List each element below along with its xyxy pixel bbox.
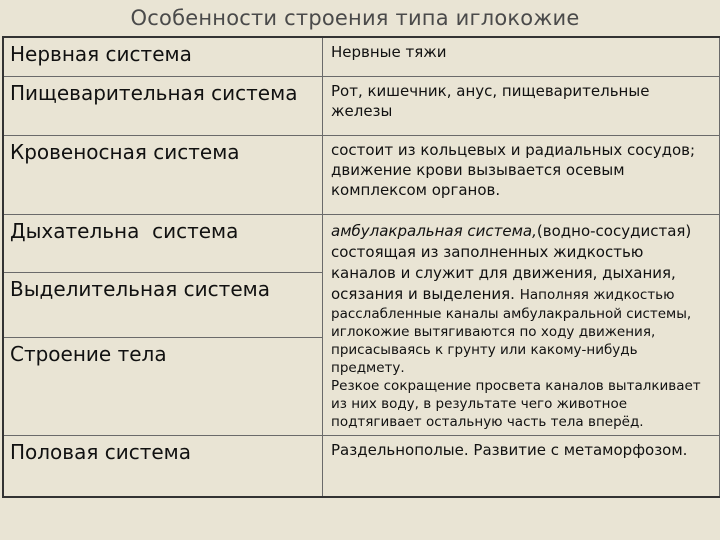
value-line: железы <box>331 102 393 120</box>
row-value <box>323 136 720 215</box>
row-label: Строение тела <box>3 338 323 436</box>
table-row <box>3 37 720 77</box>
italic-term: амбулакральная система, <box>331 222 537 240</box>
row-label: Пищеварительная система <box>3 77 323 136</box>
value-line: Рот, кишечник, анус, пищеварительные <box>331 82 650 100</box>
row-label: Выделительная система <box>3 272 323 337</box>
value-line: Резкое сокращение просвета каналов выталкивает <box>331 378 701 394</box>
value-line: движение крови вызывается осевым <box>331 161 625 179</box>
page-title: Особенности строения типа иглокожие <box>130 6 580 30</box>
table-row <box>3 77 720 136</box>
value-fragment: (водно-сосудистая) <box>536 222 692 240</box>
value-line: расслабленные каналы амбулакральной системы, <box>331 306 692 322</box>
row-value: Раздельнополые. Развитие с метаморфозом. <box>323 436 720 498</box>
value-line: подтягивает остальную часть тела вперёд. <box>331 414 644 430</box>
row-label: Дыхательна система <box>3 215 323 273</box>
value-fragment: осязания и выделения. <box>331 285 515 303</box>
table-row <box>3 215 720 273</box>
value-line: иглокожие вытягиваются по ходу движения, <box>331 324 656 340</box>
value-line: из них воду, в результате чего животное <box>331 396 628 412</box>
features-table <box>2 36 720 498</box>
value-line: присасываясь к грунту или какому-нибудь предмету. <box>331 342 638 376</box>
value-fragment: Наполняя жидкостью <box>519 287 675 303</box>
table-row <box>3 136 720 215</box>
row-label: Нервная система <box>3 37 323 77</box>
value-line: состоящая из заполненных жидкостью <box>331 243 644 261</box>
row-label: Половая система <box>3 436 323 498</box>
merged-value-cell <box>323 215 720 436</box>
value-line: состоит из кольцевых и радиальных сосудов; <box>331 141 696 159</box>
value-line: комплексом органов. <box>331 181 501 199</box>
row-value: Нервные тяжи <box>323 37 720 77</box>
value-line: каналов и служит для движения, дыхания, <box>331 264 676 282</box>
row-label: Кровеносная система <box>3 136 323 215</box>
value-line <box>331 221 715 242</box>
value-line <box>331 284 715 305</box>
row-value <box>323 77 720 136</box>
table-row <box>3 436 720 498</box>
